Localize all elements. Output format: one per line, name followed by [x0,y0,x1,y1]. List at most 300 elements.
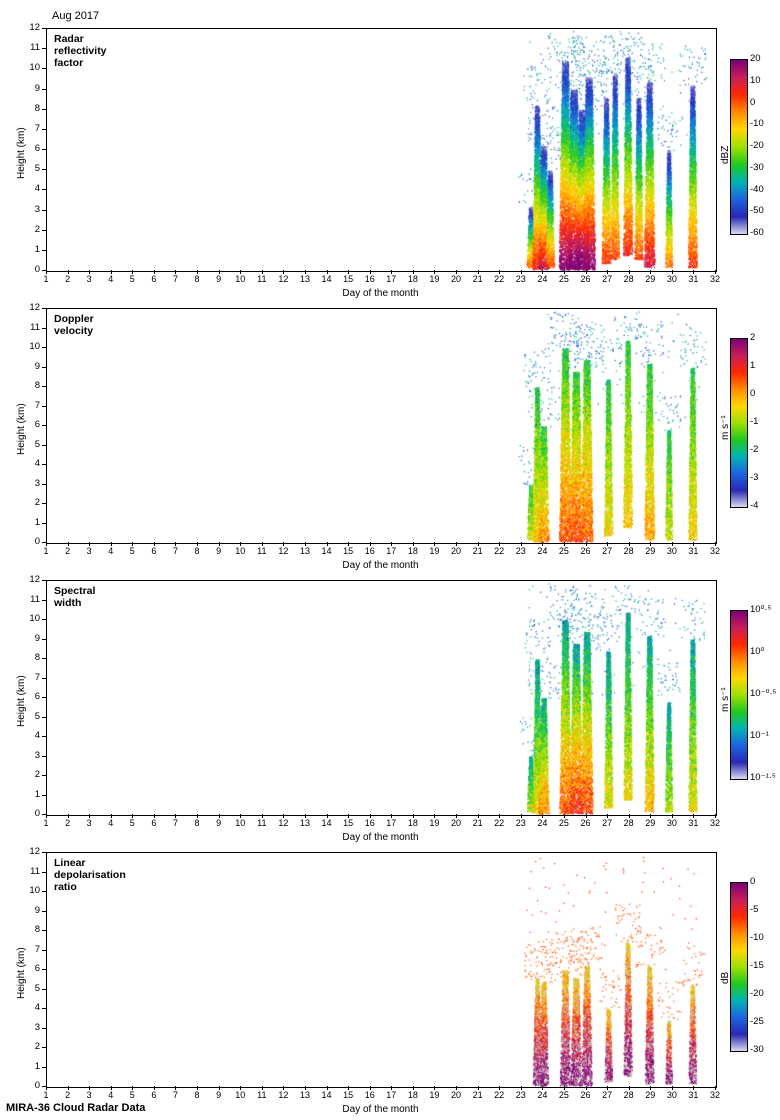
x-tick-mark [370,814,371,818]
y-axis-label: Height (km) [16,127,27,179]
y-tick-mark [42,580,46,581]
x-tick-mark [175,542,176,546]
colorbar-tick-label: 10⁻¹ [750,730,769,741]
colorbar-tick-label: 10⁰ [750,646,765,657]
x-tick-label: 11 [257,546,267,556]
x-tick-mark [305,542,306,546]
x-tick-mark [46,270,47,274]
x-tick-label: 27 [602,274,613,284]
y-tick-mark [42,523,46,524]
x-tick-mark [111,814,112,818]
y-axis-label: Height (km) [16,403,27,455]
x-tick-mark [219,814,220,818]
x-tick-label: 17 [386,274,397,284]
radar-data-canvas-2 [47,309,716,543]
x-tick-mark [629,270,630,274]
x-tick-label: 29 [645,1090,656,1100]
x-tick-mark [478,270,479,274]
y-tick-mark [42,891,46,892]
x-tick-mark [327,1086,328,1090]
x-tick-label: 5 [129,818,135,828]
y-tick-label: 5 [34,710,40,722]
x-tick-mark [586,1086,587,1090]
colorbar-tick-label: -4 [750,500,759,511]
x-tick-label: 18 [407,818,418,828]
x-tick-label: 11 [257,818,267,828]
x-tick-label: 8 [194,274,200,284]
y-tick-label: 1 [34,788,40,800]
x-tick-label: 16 [364,1090,375,1100]
y-tick-mark [42,48,46,49]
y-tick-mark [42,386,46,387]
x-tick-label: 30 [666,274,677,284]
x-tick-mark [715,814,716,818]
x-tick-mark [564,1086,565,1090]
x-tick-label: 5 [129,1090,135,1100]
y-tick-label: 2 [34,223,40,235]
y-tick-mark [42,503,46,504]
x-tick-mark [154,1086,155,1090]
y-tick-mark [42,1028,46,1029]
x-tick-mark [240,270,241,274]
y-tick-label: 5 [34,438,40,450]
x-tick-mark [283,270,284,274]
y-tick-label: 8 [34,380,40,391]
x-tick-label: 8 [194,1090,200,1100]
x-tick-mark [305,814,306,818]
x-tick-label: 13 [299,1090,310,1100]
x-tick-mark [542,542,543,546]
x-tick-mark [607,1086,608,1090]
x-tick-mark [456,1086,457,1090]
x-tick-label: 2 [65,1090,71,1100]
y-tick-label: 9 [34,360,40,372]
x-tick-mark [154,270,155,274]
x-tick-mark [413,814,414,818]
x-tick-mark [521,270,522,274]
x-tick-label: 7 [172,1090,178,1100]
colorbar-tick-label: -20 [750,988,764,999]
x-tick-mark [586,270,587,274]
colorbar-tick-label: 10⁰·⁵ [750,604,772,615]
y-tick-label: 7 [34,671,40,683]
y-tick-mark [42,129,46,130]
x-tick-mark [693,814,694,818]
x-tick-label: 4 [108,1090,114,1100]
colorbar-tick-label: -2 [750,444,759,455]
x-tick-label: 13 [299,274,310,284]
x-tick-mark [413,1086,414,1090]
y-tick-mark [42,1008,46,1009]
x-tick-label: 14 [321,818,332,828]
x-tick-label: 8 [194,546,200,556]
y-tick-label: 0 [34,536,40,547]
x-tick-label: 17 [386,1090,397,1100]
y-tick-mark [42,619,46,620]
x-tick-label: 27 [602,546,613,556]
x-tick-mark [542,270,543,274]
x-tick-mark [521,1086,522,1090]
x-tick-label: 2 [65,274,71,284]
y-tick-mark [42,28,46,29]
x-tick-label: 21 [472,274,483,284]
x-tick-label: 26 [580,274,591,284]
x-tick-mark [132,1086,133,1090]
x-tick-mark [240,1086,241,1090]
y-tick-label: 12 [29,22,40,33]
y-tick-mark [42,678,46,679]
y-tick-label: 2 [34,769,40,780]
x-tick-label: 19 [429,1090,440,1100]
x-tick-mark [586,542,587,546]
x-tick-label: 2 [65,818,71,828]
y-tick-label: 3 [34,477,40,489]
colorbar-tick-label: -40 [750,183,764,195]
x-tick-mark [197,542,198,546]
y-tick-mark [42,989,46,990]
x-tick-mark [111,542,112,546]
x-tick-mark [499,814,500,818]
y-tick-label: 7 [34,122,40,134]
x-tick-label: 12 [278,546,289,556]
x-tick-mark [262,1086,263,1090]
x-tick-label: 25 [558,546,569,556]
y-tick-mark [42,210,46,211]
y-tick-mark [42,406,46,407]
x-tick-label: 31 [688,818,699,828]
y-tick-label: 10 [29,62,40,74]
x-tick-mark [564,814,565,818]
x-tick-label: 28 [623,546,634,556]
y-tick-label: 11 [30,321,40,333]
y-tick-mark [42,328,46,329]
x-tick-mark [629,814,630,818]
y-tick-label: 1 [34,243,40,255]
x-tick-label: 28 [623,1090,634,1100]
x-tick-label: 3 [86,1090,92,1100]
x-tick-mark [348,542,349,546]
x-tick-label: 4 [108,274,114,284]
x-tick-mark [370,1086,371,1090]
x-tick-label: 21 [472,818,483,828]
x-tick-label: 9 [216,274,222,284]
x-tick-label: 5 [129,274,135,284]
y-tick-mark [42,717,46,718]
y-tick-label: 2 [34,497,40,508]
x-tick-label: 1 [43,818,49,828]
y-tick-mark [42,169,46,170]
x-tick-label: 28 [623,274,634,284]
colorbar-tick-label: 10⁻⁰·⁵ [750,688,777,699]
y-tick-mark [42,600,46,601]
x-tick-label: 26 [580,546,591,556]
x-tick-label: 26 [580,818,591,828]
x-tick-mark [46,814,47,818]
y-tick-label: 12 [29,846,40,857]
colorbar-tick-label: -50 [750,205,764,217]
colorbar-tick-label: -25 [750,1016,764,1027]
x-tick-mark [132,270,133,274]
colorbar-tick-label: -3 [750,472,759,483]
x-tick-label: 13 [299,546,310,556]
x-tick-label: 15 [343,546,354,556]
x-tick-label: 30 [666,1090,677,1100]
colorbar-tick-label: 20 [750,53,761,64]
x-tick-label: 31 [688,1090,699,1100]
colorbar-tick-label: -10 [750,118,764,130]
x-tick-label: 16 [364,274,375,284]
x-tick-label: 9 [216,546,222,556]
x-tick-mark [283,814,284,818]
plot-area-2 [46,308,717,544]
y-tick-label: 7 [34,399,40,411]
y-tick-mark [42,795,46,796]
y-tick-label: 10 [29,613,40,624]
y-tick-mark [42,149,46,150]
x-tick-label: 1 [43,274,49,284]
x-tick-mark [111,1086,112,1090]
x-tick-label: 6 [151,274,157,284]
x-tick-label: 10 [235,274,246,284]
x-tick-mark [305,270,306,274]
y-tick-mark [42,930,46,931]
x-tick-mark [348,814,349,818]
x-tick-mark [154,814,155,818]
x-tick-mark [327,270,328,274]
radar-data-canvas-1 [47,29,716,271]
x-tick-label: 24 [537,274,548,284]
colorbar-tick-label: 2 [750,332,756,343]
x-tick-mark [715,1086,716,1090]
y-tick-mark [42,639,46,640]
colorbar-4 [730,882,748,1052]
x-tick-label: 32 [709,274,720,284]
x-tick-label: 10 [235,818,246,828]
y-tick-label: 11 [30,593,40,605]
x-tick-mark [240,814,241,818]
y-tick-label: 8 [34,652,40,663]
x-tick-label: 1 [43,1090,49,1100]
colorbar-tick-label: -1 [750,416,759,427]
x-tick-label: 3 [86,546,92,556]
x-tick-label: 24 [537,546,548,556]
x-tick-mark [327,542,328,546]
x-tick-mark [607,542,608,546]
x-tick-mark [672,814,673,818]
y-tick-label: 4 [34,458,40,469]
x-tick-label: 1 [43,546,49,556]
x-tick-mark [68,270,69,274]
x-tick-label: 9 [216,818,222,828]
y-tick-mark [42,484,46,485]
x-tick-mark [348,270,349,274]
x-tick-mark [521,814,522,818]
x-tick-mark [197,1086,198,1090]
x-tick-label: 29 [645,274,656,284]
x-tick-mark [434,270,435,274]
x-tick-label: 32 [709,1090,720,1100]
x-tick-label: 13 [299,818,310,828]
x-tick-label: 25 [558,274,569,284]
x-tick-mark [89,542,90,546]
x-tick-label: 21 [472,546,483,556]
x-tick-mark [89,814,90,818]
y-tick-label: 3 [34,203,40,215]
y-axis-label: Height (km) [16,675,27,727]
x-tick-label: 24 [537,1090,548,1100]
y-tick-label: 9 [34,904,40,916]
y-tick-mark [42,230,46,231]
y-tick-mark [42,756,46,757]
x-tick-mark [564,270,565,274]
x-tick-label: 16 [364,818,375,828]
x-tick-label: 26 [580,1090,591,1100]
colorbar-tick-label: 1 [750,360,756,371]
x-tick-mark [672,542,673,546]
x-tick-mark [391,542,392,546]
x-tick-mark [327,814,328,818]
x-tick-label: 3 [86,818,92,828]
x-tick-label: 6 [151,1090,157,1100]
x-tick-mark [434,814,435,818]
x-tick-label: 16 [364,546,375,556]
y-tick-mark [42,872,46,873]
colorbar-tick-label: 0 [750,388,756,399]
x-tick-label: 32 [709,818,720,828]
x-tick-mark [672,270,673,274]
plot-area-1 [46,28,717,272]
x-tick-label: 19 [429,818,440,828]
x-tick-label: 23 [515,818,526,828]
x-tick-label: 20 [451,274,462,284]
y-tick-label: 3 [34,1021,40,1033]
x-tick-label: 7 [172,818,178,828]
x-tick-mark [219,1086,220,1090]
panel-title-4: Linear depolarisation ratio [54,857,126,893]
x-tick-mark [305,1086,306,1090]
x-tick-mark [46,1086,47,1090]
panel-title-2: Doppler velocity [54,313,94,337]
x-axis-label: Day of the month [342,1104,419,1115]
y-tick-label: 10 [29,341,40,352]
x-tick-label: 27 [602,1090,613,1100]
x-tick-label: 15 [343,818,354,828]
x-tick-label: 17 [386,546,397,556]
y-tick-label: 1 [34,516,40,528]
x-tick-label: 11 [257,274,267,284]
x-tick-label: 6 [151,546,157,556]
x-tick-label: 7 [172,546,178,556]
x-tick-mark [499,542,500,546]
x-tick-label: 20 [451,546,462,556]
x-tick-mark [478,814,479,818]
x-tick-label: 20 [451,818,462,828]
colorbar-unit-label: m s⁻¹ [720,415,731,440]
radar-data-canvas-4 [47,853,716,1087]
colorbar-2 [730,338,748,508]
colorbar-tick-label: -5 [750,904,759,915]
x-tick-mark [672,1086,673,1090]
x-tick-mark [262,542,263,546]
x-tick-mark [348,1086,349,1090]
y-tick-mark [42,347,46,348]
x-tick-mark [175,270,176,274]
x-tick-mark [650,814,651,818]
x-tick-mark [478,1086,479,1090]
x-tick-mark [693,270,694,274]
x-tick-mark [154,542,155,546]
plot-area-3 [46,580,717,816]
x-tick-label: 10 [235,546,246,556]
x-tick-label: 27 [602,818,613,828]
y-axis-label: Height (km) [16,947,27,999]
x-tick-mark [693,542,694,546]
x-tick-label: 12 [278,274,289,284]
panel-title-3: Spectral width [54,585,96,609]
x-tick-label: 31 [688,274,699,284]
x-tick-mark [370,270,371,274]
radar-data-canvas-3 [47,581,716,815]
x-tick-label: 29 [645,818,656,828]
colorbar-tick-label: -30 [750,161,764,173]
month-label: Aug 2017 [52,10,100,22]
x-tick-mark [478,542,479,546]
x-tick-label: 29 [645,546,656,556]
x-tick-label: 18 [407,274,418,284]
x-tick-label: 14 [321,274,332,284]
y-tick-label: 6 [34,419,40,430]
colorbar-tick-label: -20 [750,140,764,151]
y-tick-label: 4 [34,730,40,741]
x-tick-mark [693,1086,694,1090]
y-tick-label: 6 [34,143,40,154]
x-axis-label: Day of the month [342,832,419,843]
x-tick-label: 12 [278,818,289,828]
y-tick-label: 11 [30,865,40,877]
colorbar-tick-label: -10 [750,932,764,943]
x-tick-mark [262,270,263,274]
y-tick-label: 2 [34,1041,40,1052]
y-tick-label: 0 [34,808,40,819]
y-tick-label: 9 [34,632,40,644]
x-tick-label: 3 [86,274,92,284]
y-tick-mark [42,445,46,446]
x-tick-label: 21 [472,1090,483,1100]
x-tick-label: 14 [321,546,332,556]
x-tick-mark [46,542,47,546]
y-tick-mark [42,109,46,110]
x-tick-mark [240,542,241,546]
x-tick-mark [607,814,608,818]
x-tick-label: 25 [558,1090,569,1100]
y-tick-label: 0 [34,264,40,275]
x-tick-label: 6 [151,818,157,828]
x-tick-label: 20 [451,1090,462,1100]
y-tick-label: 4 [34,183,40,195]
x-tick-mark [391,814,392,818]
panel-title-1: Radar reflectivity factor [54,33,107,69]
x-tick-mark [715,270,716,274]
x-tick-mark [68,542,69,546]
x-tick-mark [650,270,651,274]
x-tick-label: 15 [343,1090,354,1100]
x-tick-label: 28 [623,818,634,828]
x-tick-mark [89,270,90,274]
x-tick-mark [219,542,220,546]
x-tick-mark [132,814,133,818]
colorbar-1 [730,59,748,235]
y-tick-label: 7 [34,943,40,955]
